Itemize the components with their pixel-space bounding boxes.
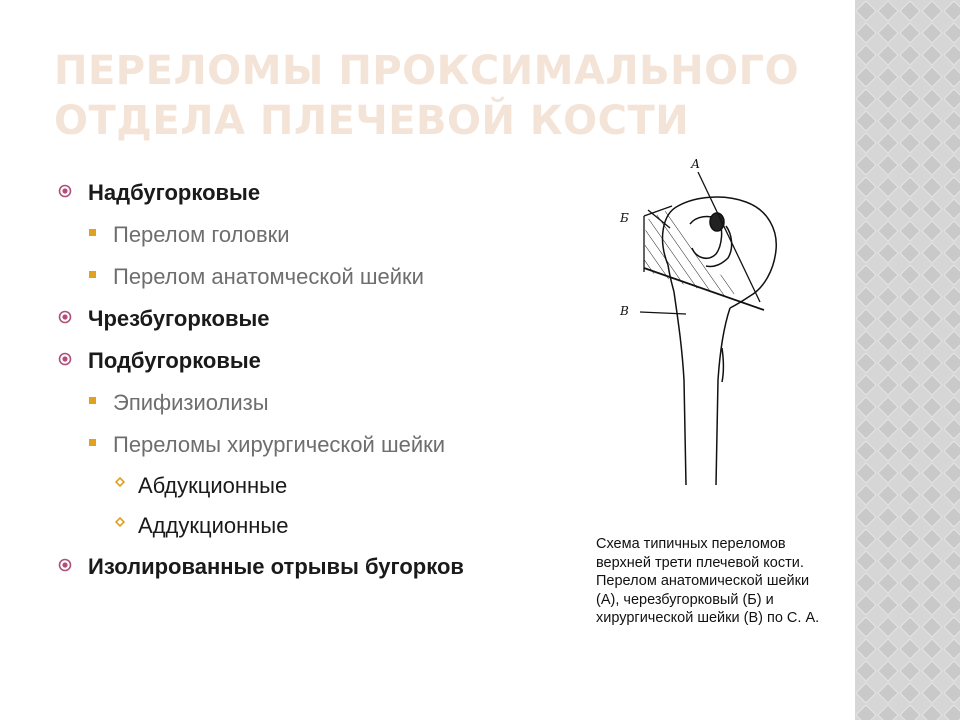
slide-title xyxy=(54,46,844,146)
decorative-side-strip xyxy=(855,0,960,720)
bullet-item xyxy=(58,298,578,340)
bullet-text: Чрезбугорковые xyxy=(88,306,270,331)
bullet-text: Абдукционные xyxy=(138,473,288,498)
bullet-item xyxy=(58,506,578,546)
title-line-2: ОТДЕЛА ПЛЕЧЕВОЙ КОСТИ xyxy=(54,98,690,144)
caption-line: хирургической шейки (В) по С. А. xyxy=(596,610,820,627)
bullet-text: Перелом головки xyxy=(113,222,290,247)
caption-line: верхней трети плечевой кости. xyxy=(596,554,804,571)
label-a: А xyxy=(691,157,701,171)
bullet-item xyxy=(58,214,578,256)
bullet-text: Подбугорковые xyxy=(88,348,261,373)
caption-line: Перелом анатомической шейки xyxy=(596,573,810,590)
bullet-text: Переломы хирургической шейки xyxy=(113,432,446,457)
label-v: В xyxy=(620,304,629,318)
figure-caption xyxy=(596,535,851,628)
diamond-pattern xyxy=(855,0,960,720)
bullet-item xyxy=(58,256,578,298)
bullet-list xyxy=(58,172,578,588)
bullet-item xyxy=(58,466,578,506)
bullet-item xyxy=(58,424,578,466)
bullet-text: Изолированные отрывы бугорков xyxy=(88,554,464,579)
bullet-text: Перелом анатомческой шейки xyxy=(113,264,424,289)
humerus-fracture-diagram xyxy=(600,150,800,490)
bullet-item xyxy=(58,382,578,424)
bullet-text: Надбугорковые xyxy=(88,180,261,205)
caption-line: Схема типичных переломов xyxy=(596,536,786,552)
title-line-1: ПЕРЕЛОМЫ ПРОКСИМАЛЬНОГО xyxy=(54,48,800,94)
label-b: Б xyxy=(620,211,629,225)
level1-bullet-icon xyxy=(58,546,72,602)
caption-line: (А), черезбугорковый (Б) и xyxy=(596,591,774,608)
bullet-item xyxy=(58,172,578,214)
bullet-text: Эпифизиолизы xyxy=(113,390,269,415)
bullet-text: Аддукционные xyxy=(138,513,289,538)
bullet-item xyxy=(58,546,578,588)
bullet-item xyxy=(58,340,578,382)
